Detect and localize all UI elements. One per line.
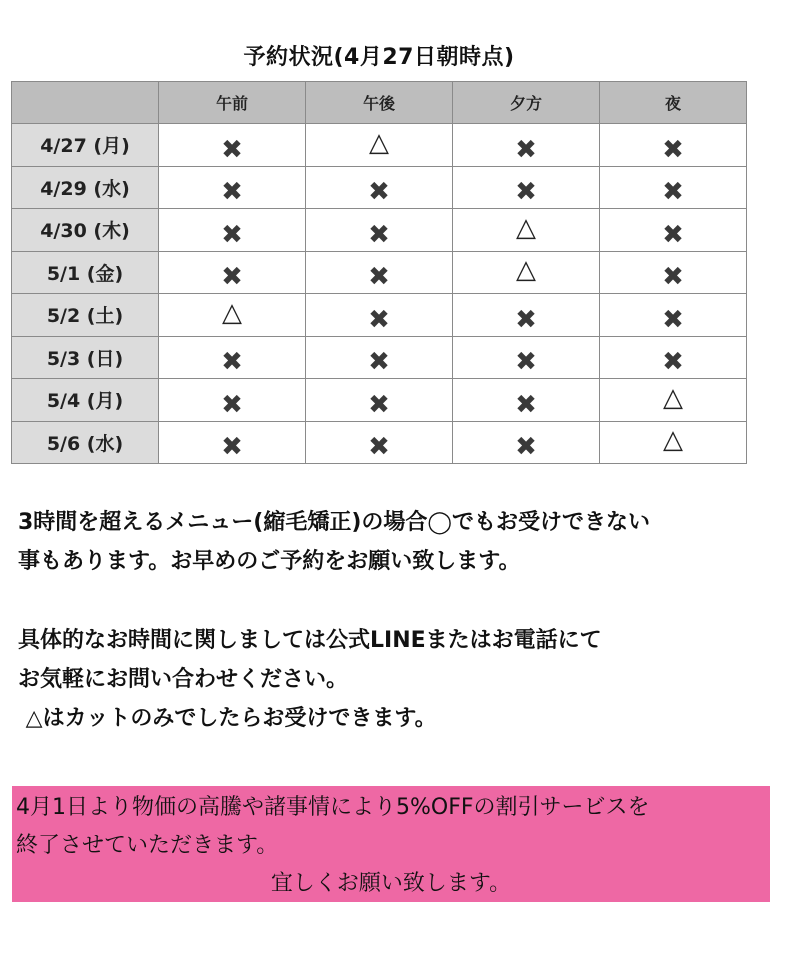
fully-booked-icon: ✖ bbox=[368, 347, 390, 378]
slot-cell bbox=[453, 294, 600, 337]
table-row bbox=[12, 379, 747, 422]
fully-booked-icon: ✖ bbox=[515, 389, 537, 420]
row-date: 5/2 (土) bbox=[12, 294, 159, 337]
table-row bbox=[12, 294, 747, 337]
fully-booked-icon: ✖ bbox=[368, 219, 390, 250]
notice-contact bbox=[18, 621, 602, 738]
row-date: 5/3 (日) bbox=[12, 336, 159, 379]
fully-booked-icon: ✖ bbox=[221, 177, 243, 208]
slot-cell bbox=[306, 209, 453, 252]
notice-contact-line: △はカットのみでしたらお受けできます。 bbox=[18, 706, 437, 731]
slot-cell bbox=[600, 421, 747, 464]
fully-booked-icon: ✖ bbox=[515, 432, 537, 463]
slot-cell bbox=[453, 251, 600, 294]
fully-booked-icon: ✖ bbox=[662, 219, 684, 250]
fully-booked-icon: ✖ bbox=[662, 134, 684, 165]
table-row bbox=[12, 166, 747, 209]
header-night: 夜 bbox=[600, 82, 747, 124]
slot-cell bbox=[453, 379, 600, 422]
row-date: 5/1 (金) bbox=[12, 251, 159, 294]
fully-booked-icon: ✖ bbox=[221, 262, 243, 293]
partially-available-icon: △ bbox=[516, 255, 536, 286]
slot-cell bbox=[453, 209, 600, 252]
fully-booked-icon: ✖ bbox=[515, 304, 537, 335]
slot-cell bbox=[306, 166, 453, 209]
slot-cell bbox=[159, 294, 306, 337]
partially-available-icon: △ bbox=[516, 212, 536, 243]
slot-cell bbox=[600, 209, 747, 252]
slot-cell bbox=[159, 421, 306, 464]
fully-booked-icon: ✖ bbox=[515, 347, 537, 378]
notice-contact-line: 具体的なお時間に関しましては公式LINEまたはお電話にて bbox=[18, 628, 602, 653]
slot-cell bbox=[159, 251, 306, 294]
slot-cell bbox=[159, 124, 306, 167]
fully-booked-icon: ✖ bbox=[368, 177, 390, 208]
table-row bbox=[12, 251, 747, 294]
fully-booked-icon: ✖ bbox=[221, 389, 243, 420]
table-row bbox=[12, 336, 747, 379]
header-morning: 午前 bbox=[159, 82, 306, 124]
slot-cell bbox=[453, 421, 600, 464]
slot-cell bbox=[453, 336, 600, 379]
reservation-table bbox=[11, 81, 747, 464]
slot-cell bbox=[600, 166, 747, 209]
fully-booked-icon: ✖ bbox=[515, 134, 537, 165]
partially-available-icon: △ bbox=[222, 297, 242, 328]
fully-booked-icon: ✖ bbox=[662, 262, 684, 293]
fully-booked-icon: ✖ bbox=[515, 177, 537, 208]
banner-closing: 宜しくお願い致します。 bbox=[270, 871, 512, 896]
slot-cell bbox=[306, 379, 453, 422]
row-date: 4/27 (月) bbox=[12, 124, 159, 167]
slot-cell bbox=[306, 336, 453, 379]
notice-long-menu-line: 3時間を超えるメニュー(縮毛矯正)の場合◯でもお受けできない bbox=[18, 510, 651, 535]
fully-booked-icon: ✖ bbox=[368, 432, 390, 463]
notice-contact-line: お気軽にお問い合わせください。 bbox=[18, 667, 349, 692]
table-header-row bbox=[12, 82, 747, 124]
fully-booked-icon: ✖ bbox=[221, 219, 243, 250]
slot-cell bbox=[600, 379, 747, 422]
row-date: 4/30 (木) bbox=[12, 209, 159, 252]
table-row bbox=[12, 421, 747, 464]
slot-cell bbox=[600, 336, 747, 379]
fully-booked-icon: ✖ bbox=[368, 389, 390, 420]
slot-cell bbox=[306, 251, 453, 294]
notice-long-menu-line: 事もあります。お早めのご予約をお願い致します。 bbox=[18, 549, 521, 574]
slot-cell bbox=[306, 294, 453, 337]
slot-cell bbox=[600, 251, 747, 294]
partially-available-icon: △ bbox=[369, 127, 389, 158]
page-title: 予約状況(4月27日朝時点) bbox=[243, 45, 515, 70]
banner-line: 終了させていただきます。 bbox=[16, 833, 279, 858]
slot-cell bbox=[159, 379, 306, 422]
banner-line: 4月1日より物価の高騰や諸事情により5%OFFの割引サービスを bbox=[16, 795, 650, 820]
fully-booked-icon: ✖ bbox=[221, 347, 243, 378]
fully-booked-icon: ✖ bbox=[221, 432, 243, 463]
header-corner bbox=[12, 82, 159, 124]
slot-cell bbox=[306, 124, 453, 167]
discount-end-banner bbox=[12, 786, 770, 902]
table-row bbox=[12, 124, 747, 167]
fully-booked-icon: ✖ bbox=[368, 304, 390, 335]
fully-booked-icon: ✖ bbox=[221, 134, 243, 165]
table-row bbox=[12, 209, 747, 252]
row-date: 5/4 (月) bbox=[12, 379, 159, 422]
row-date: 4/29 (水) bbox=[12, 166, 159, 209]
slot-cell bbox=[600, 124, 747, 167]
fully-booked-icon: ✖ bbox=[662, 304, 684, 335]
fully-booked-icon: ✖ bbox=[662, 347, 684, 378]
fully-booked-icon: ✖ bbox=[662, 177, 684, 208]
slot-cell bbox=[159, 336, 306, 379]
slot-cell bbox=[159, 209, 306, 252]
header-evening: 夕方 bbox=[453, 82, 600, 124]
notice-long-menu bbox=[18, 503, 650, 581]
partially-available-icon: △ bbox=[663, 382, 683, 413]
partially-available-icon: △ bbox=[663, 425, 683, 456]
slot-cell bbox=[159, 166, 306, 209]
row-date: 5/6 (水) bbox=[12, 421, 159, 464]
fully-booked-icon: ✖ bbox=[368, 262, 390, 293]
header-afternoon: 午後 bbox=[306, 82, 453, 124]
slot-cell bbox=[600, 294, 747, 337]
slot-cell bbox=[453, 124, 600, 167]
slot-cell bbox=[453, 166, 600, 209]
slot-cell bbox=[306, 421, 453, 464]
